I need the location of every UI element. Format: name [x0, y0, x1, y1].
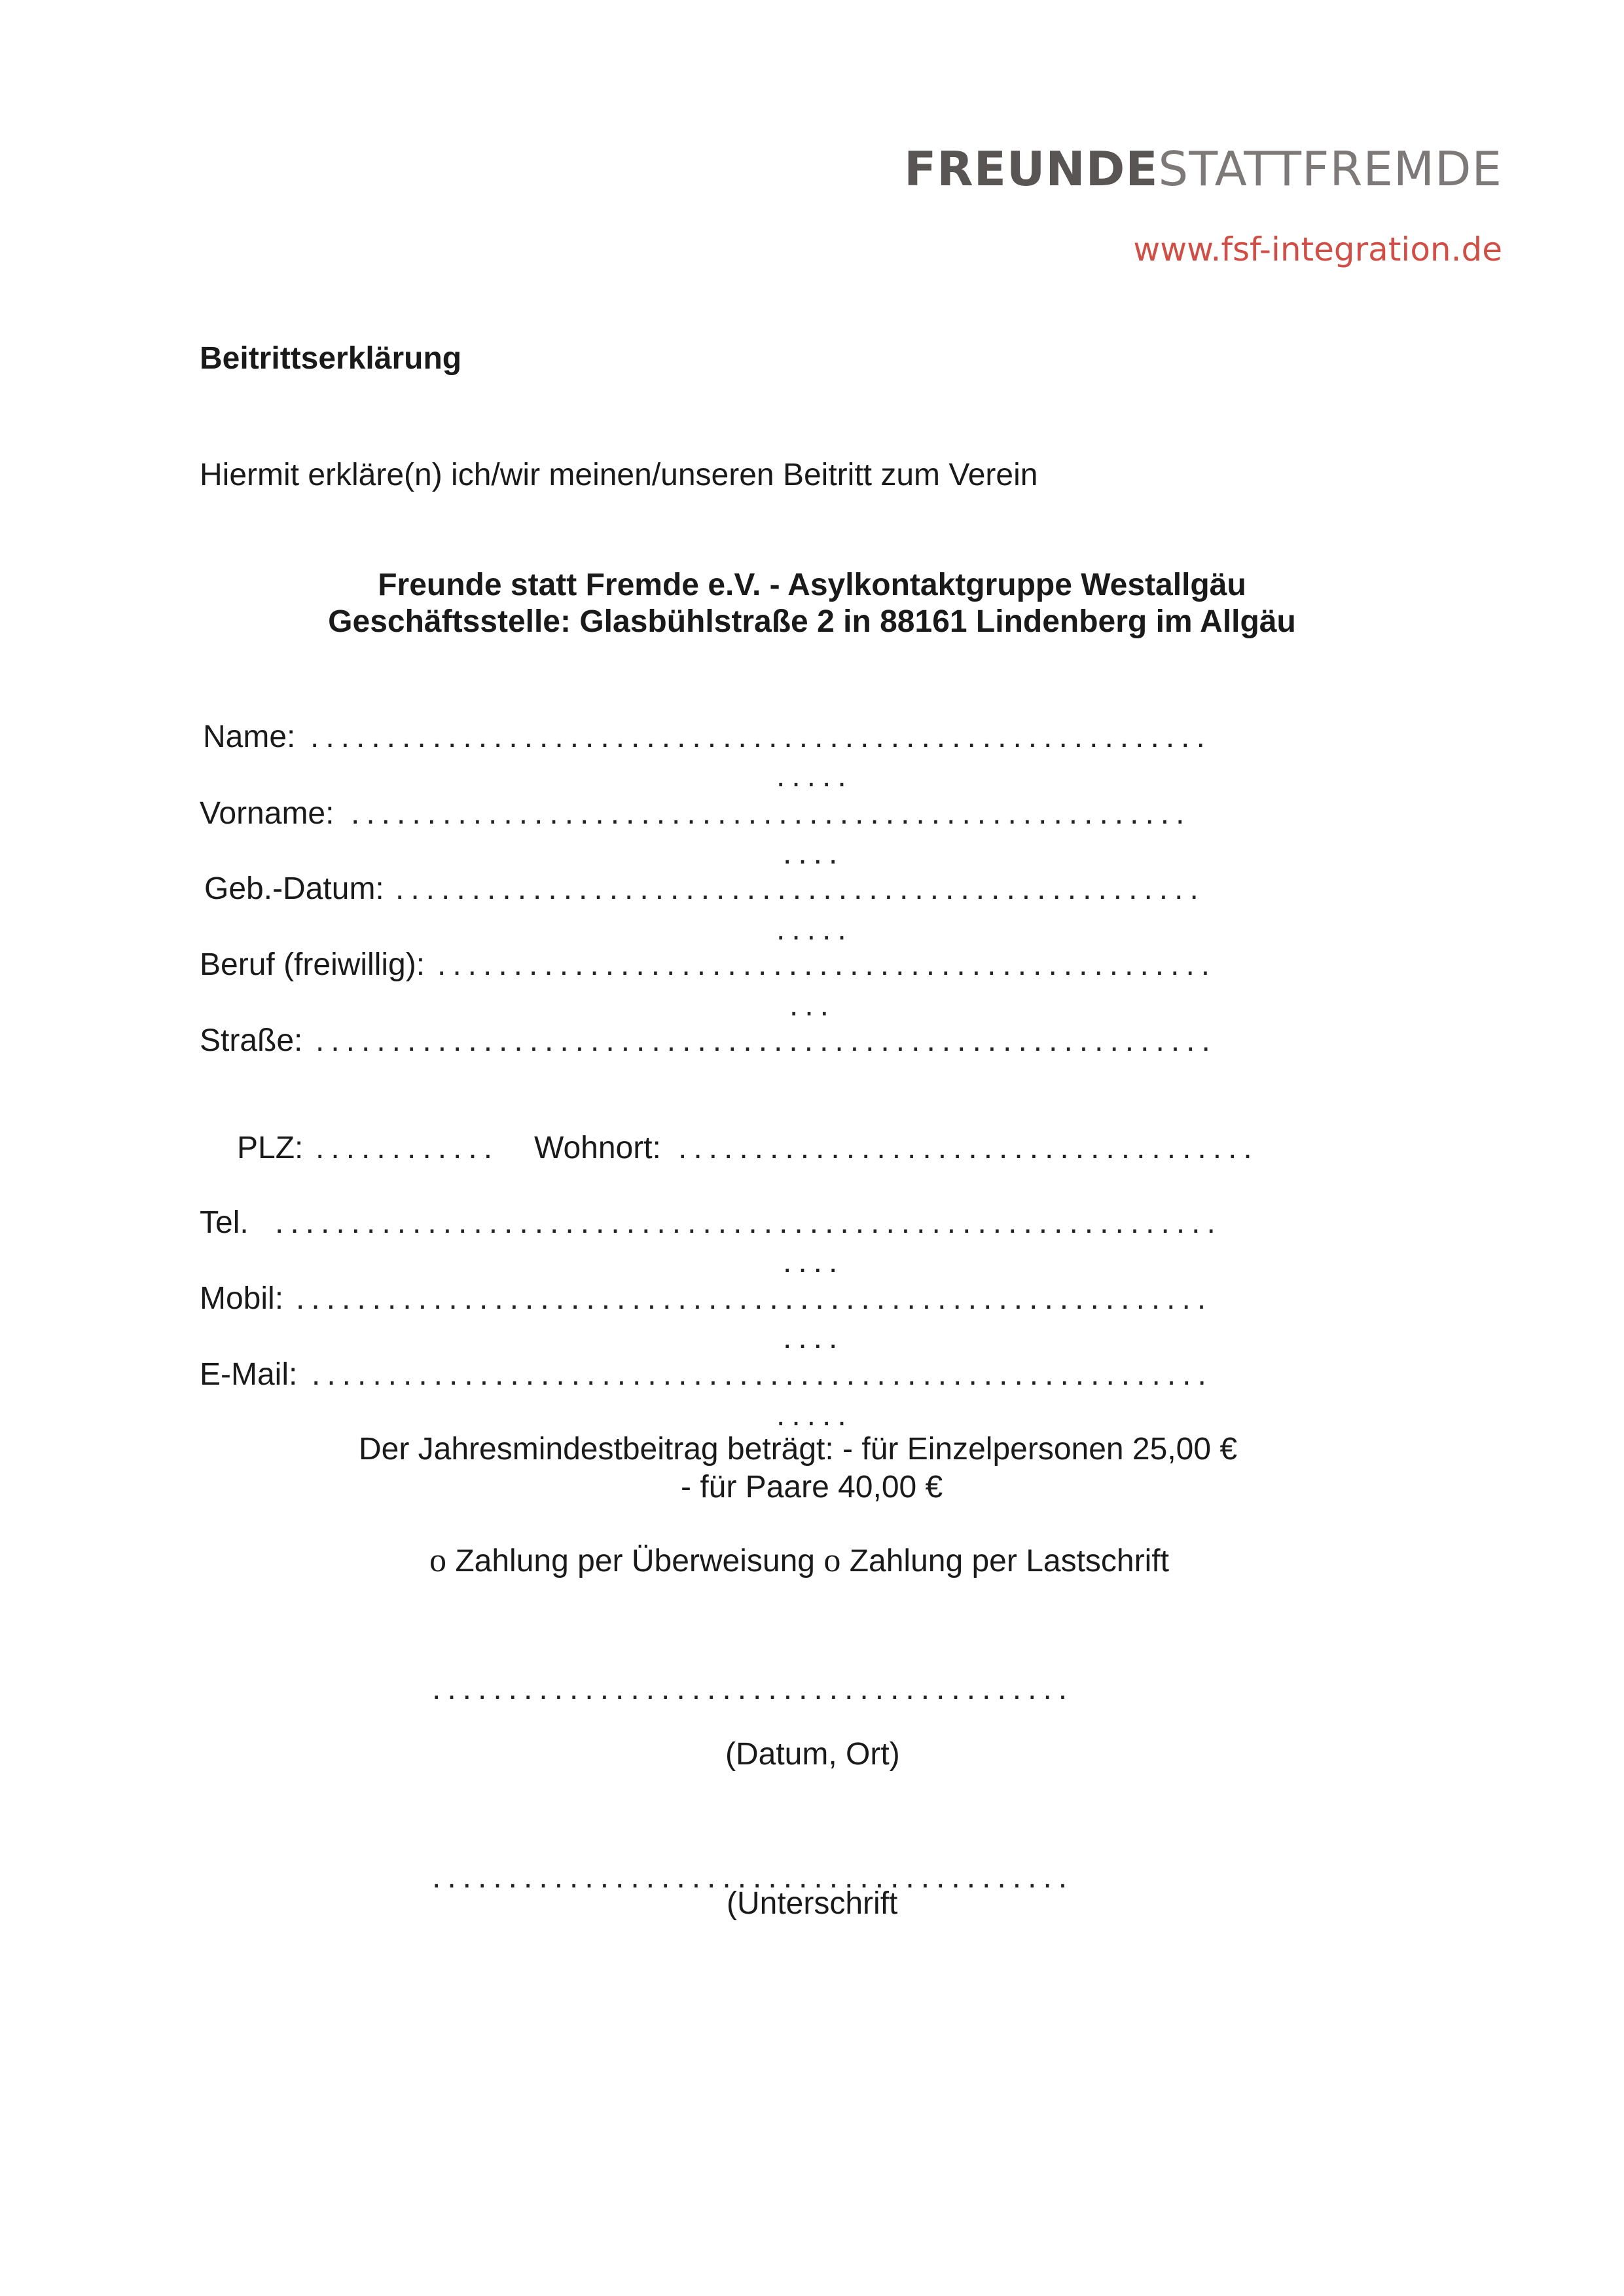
strasse-label: Straße:	[200, 1023, 303, 1058]
payment-transfer-label: Zahlung per Überweisung	[455, 1544, 815, 1578]
logo-bold-text: FREUNDE	[904, 141, 1159, 196]
geburtsdatum-field[interactable]: .....................................................	[395, 871, 1205, 906]
org-address: Geschäftsstelle: Glasbühlstraße 2 in 88161 Lindenberg im Allgäu	[328, 604, 1296, 639]
vorname-field-continuation[interactable]: ....	[783, 836, 844, 871]
beruf-label: Beruf (freiwillig):	[200, 947, 425, 982]
payment-transfer-radio[interactable]: o	[429, 1542, 446, 1579]
plz-field[interactable]: ............	[316, 1131, 499, 1165]
name-field[interactable]: ...........................................................	[310, 720, 1212, 754]
geburtsdatum-field-continuation[interactable]: .....	[776, 912, 853, 947]
date-place-label: (Datum, Ort)	[725, 1737, 900, 1772]
email-label: E-Mail:	[200, 1357, 298, 1392]
logo-light-text: STATTFREMDE	[1158, 141, 1502, 196]
date-place-field[interactable]: ..........................................	[432, 1671, 1074, 1706]
logo-url: www.fsf-integration.de	[1133, 230, 1502, 268]
logo-wordmark	[904, 141, 1502, 196]
logo	[904, 122, 1502, 280]
fee-line-1: Der Jahresmindestbeitrag beträgt: - für Einzelpersonen 25,00 €	[359, 1432, 1238, 1467]
email-field-continuation[interactable]: .....	[776, 1398, 853, 1432]
mobil-field[interactable]: ............................................................	[296, 1281, 1213, 1316]
vorname-label: Vorname:	[200, 796, 334, 831]
name-label: Name:	[203, 720, 296, 754]
intro-text: Hiermit erkläre(n) ich/wir meinen/unseren Beitritt zum Verein	[200, 458, 1038, 492]
geburtsdatum-label: Geb.-Datum:	[204, 871, 384, 906]
payment-debit-radio[interactable]: o	[823, 1542, 841, 1579]
tel-field-continuation[interactable]: ....	[783, 1245, 844, 1279]
email-field[interactable]: ...........................................................	[312, 1357, 1213, 1392]
payment-debit-label: Zahlung per Lastschrift	[849, 1544, 1169, 1578]
beruf-field-continuation[interactable]: ...	[789, 988, 836, 1023]
wohnort-label: Wohnort:	[534, 1131, 661, 1165]
org-name: Freunde statt Fremde e.V. - Asylkontaktgruppe Westallgäu	[378, 568, 1246, 602]
mobil-label: Mobil:	[200, 1281, 284, 1316]
mobil-field-continuation[interactable]: ....	[783, 1321, 844, 1355]
beruf-field[interactable]: ...................................................	[437, 947, 1217, 982]
name-field-continuation[interactable]: .....	[776, 759, 853, 793]
strasse-field[interactable]: ...........................................................	[316, 1023, 1217, 1058]
tel-label: Tel.	[200, 1205, 249, 1240]
wohnort-field[interactable]: ......................................	[678, 1131, 1259, 1165]
fee-line-2: - für Paare 40,00 €	[681, 1470, 943, 1504]
signature-label: (Unterschrift	[727, 1886, 898, 1921]
signature-field[interactable]: ..........................................	[432, 1860, 1074, 1895]
payment-options	[429, 1541, 1169, 1580]
plz-label: PLZ:	[237, 1131, 304, 1165]
vorname-field[interactable]: .......................................................	[351, 796, 1191, 831]
tel-field[interactable]: ..............................................................	[275, 1205, 1222, 1240]
form-title: Beitrittserklärung	[200, 341, 462, 376]
